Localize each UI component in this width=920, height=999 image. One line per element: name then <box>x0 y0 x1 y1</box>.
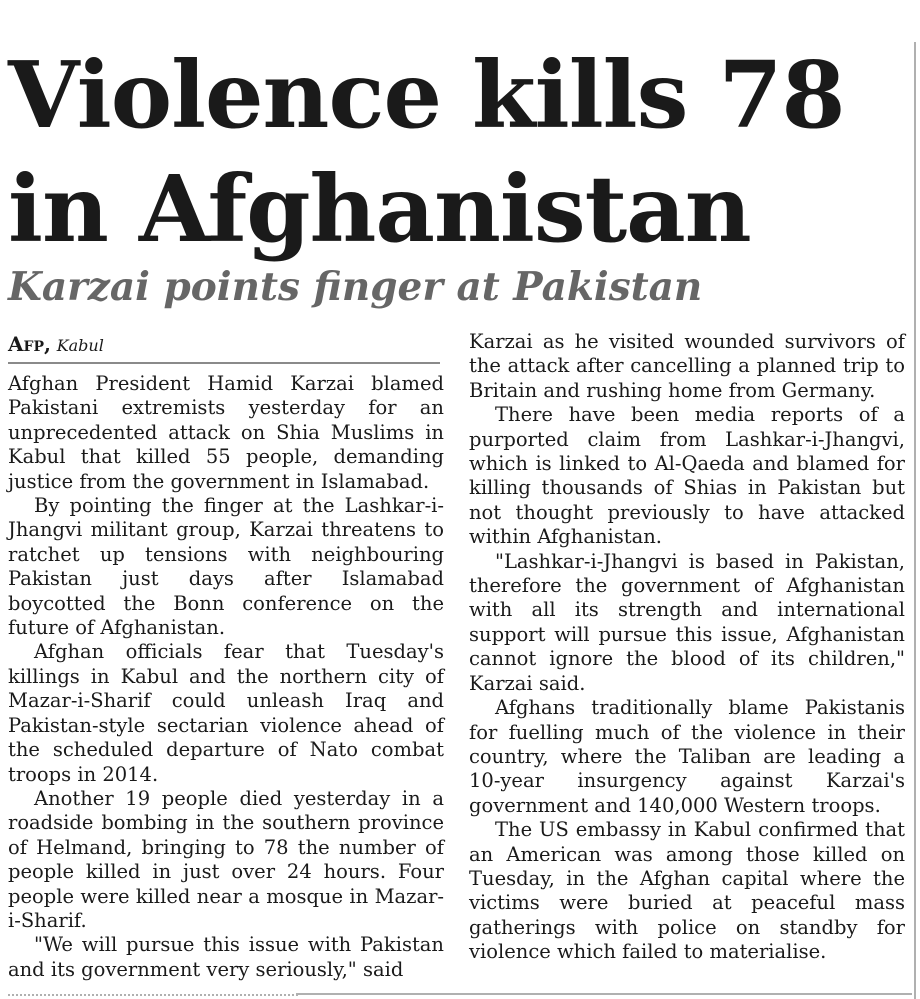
paragraph: "Lashkar-i-Jhangvi is based in Pakistan, therefore the government of Afghanistan with all its strength and international support will pursue this issue, Afghanistan cannot ignore the blood of its children," Karzai said. <box>469 549 905 695</box>
byline-agency: Afp, <box>8 332 51 356</box>
bottom-rule <box>296 993 912 995</box>
paragraph: Another 19 people died yesterday in a roadside bombing in the southern province of Helmand, bringing to 78 the number of people killed in just over 24 hours. Four people were killed near a mosque in Mazar-i-Sharif. <box>8 786 444 932</box>
article-column-2 <box>469 330 905 965</box>
paragraph: There have been media reports of a purported claim from Lashkar-i-Jhangvi, which is linked to Al-Qaeda and blamed for killing thousands of Shias in Pakistan but not thought previously to have attacked within Afghanistan. <box>469 403 905 549</box>
article-column-1 <box>8 372 444 982</box>
paragraph: Karzai as he visited wounded survivors of the attack after cancelling a planned trip to Britain and rushing home from Germany. <box>469 330 905 402</box>
headline: Violence kills 78 in Afghanistan <box>8 41 845 263</box>
paragraph: "We will pursue this issue with Pakistan and its government very seriously," said <box>8 933 444 981</box>
byline-location: Kabul <box>56 336 104 355</box>
paragraph: The US embassy in Kabul confirmed that an American was among those killed on Tuesday, in the Afghan capital where the victims were buried at peaceful mass gatherings with police on standby for violence which failed to materialise. <box>469 818 905 964</box>
paragraph: By pointing the finger at the Lashkar-i-Jhangvi militant group, Karzai threatens to ratchet up tensions with neighbouring Pakistan just days after Islamabad boycotted the Bonn conference on the future of Afghanistan. <box>8 494 444 640</box>
paragraph: Afghan officials fear that Tuesday's killings in Kabul and the northern city of Mazar-i-Sharif could unleash Iraq and Pakistan-style sectarian violence ahead of the scheduled departure of Nato combat troops in 2014. <box>8 640 444 786</box>
paragraph: Afghans traditionally blame Pakistanis for fuelling much of the violence in their country, where the Taliban are leading a 10-year insurgency against Karzai's government and 140,000 Western troops. <box>469 696 905 817</box>
paragraph: Afghan President Hamid Karzai blamed Pakistani extremists yesterday for an unprecedented attack on Shia Muslims in Kabul that killed 55 people, demanding justice from the government in Islamabad. <box>8 372 444 493</box>
byline <box>8 332 440 364</box>
bottom-dotted-rule <box>8 994 298 996</box>
column-rule-right <box>914 42 916 999</box>
subheadline: Karzai points finger at Pakistan <box>8 264 703 310</box>
